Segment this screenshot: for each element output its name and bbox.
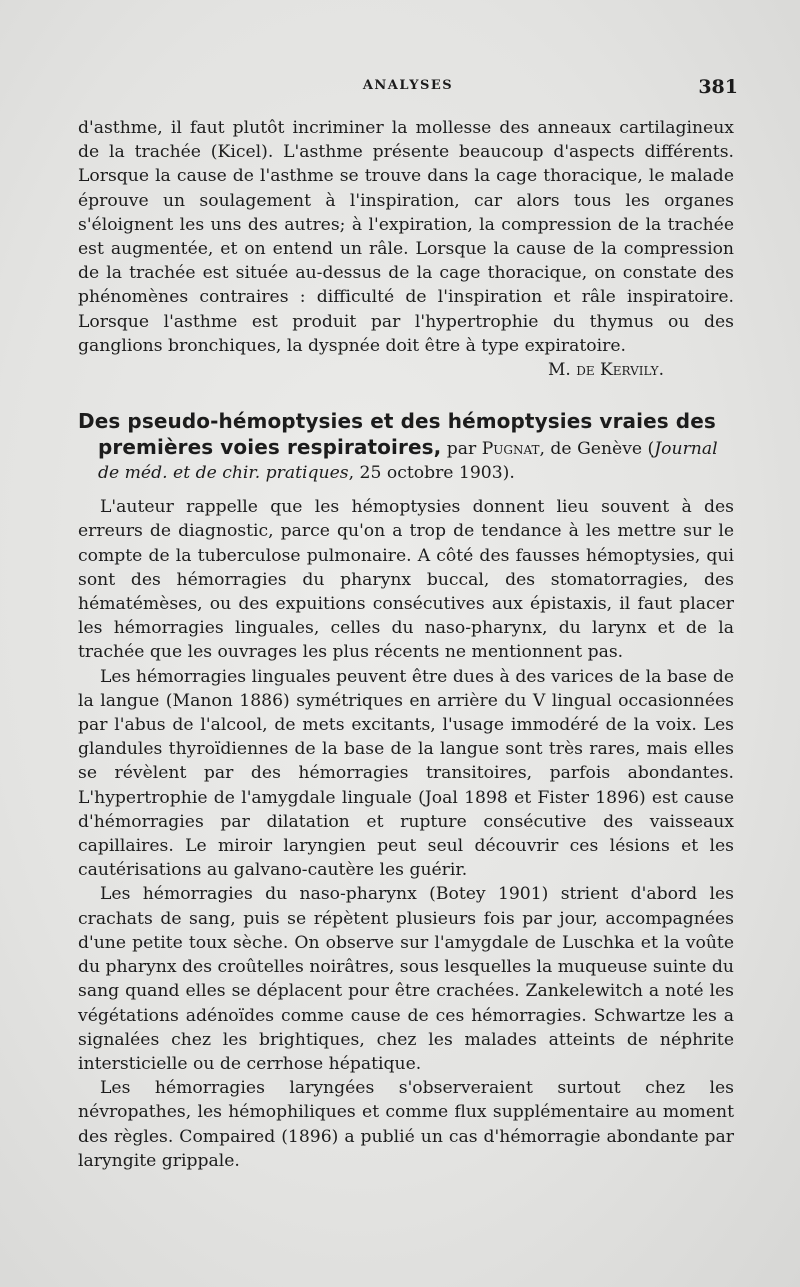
article-paragraph: Les hémorragies du naso-pharynx (Botey 1901) strient d'abord les crachats de sang, puis se répètent plusieurs fois par jour, accompagnées d'une petite toux sèche. On observe sur l'amygdale de Luschka et la voûte du pharynx des croûtelles noirâtres, sous lesquelles la muqueuse suinte du sang quand elles se déplacent pour être crachées. Zankelewitch a noté les végétations adénoïdes comme cause de ces hémorragies. Schwartze les a signalées chez les brightiques, chez les malades atteints de néphrite intersticielle ou de cerrhose hépatique. <box>78 884 734 1074</box>
article-heading <box>78 409 734 485</box>
previous-article-text: d'asthme, il faut plutôt incriminer la mollesse des anneaux cartilagineux de la trachée (Kicel). L'asthme présente beaucoup d'aspects différents. Lorsque la cause de l'asthme se trouve dans la cage thoracique, le malade éprouve un soulagement à l'inspiration, car alors tous les organes s'éloignent les uns des autres; à l'expiration, la compression de la trachée est augmentée, et on entend un râle. Lorsque la cause de la compression de la trachée est située au-dessus de la cage thoracique, on constate des phénomènes contraires : difficulté de l'inspiration et râle inspiratoire. Lorsque l'asthme est produit par l'hypertrophie du thymus ou des ganglions bronchiques, la dyspnée doit être à type expiratoire. <box>78 118 734 356</box>
running-head: ANALYSES <box>362 78 454 93</box>
article-journal: Journal de méd. et de chir. pratiques <box>98 439 718 484</box>
previous-article-signature <box>78 358 734 382</box>
signature-name: Kervily. <box>594 360 664 381</box>
page-header <box>78 76 738 98</box>
page-number: 381 <box>698 76 738 98</box>
article-date: , 25 octobre 1903). <box>348 463 515 484</box>
article-by: par <box>441 439 482 460</box>
article-title: Des pseudo-hémoptysies et des hémoptysies vraies des premières voies respiratoires, <box>78 409 716 460</box>
signature-initial: M. <box>547 360 577 381</box>
signature-particle: de <box>576 360 595 381</box>
article-paragraph: Les hémorragies laryngées s'observeraient surtout chez les névropathes, les hémophiliques et comme flux supplémentaire au moment des règles. Compaired (1896) a publié un cas d'hémorragie abondante par laryngite grippale. <box>78 1078 734 1171</box>
article-paragraph: L'auteur rappelle que les hémoptysies donnent lieu souvent à des erreurs de diagnostic, parce qu'on a trop de tendance à les mettre sur le compte de la tuberculose pulmonaire. A côté des fausses hémoptysies, qui sont des hémorragies du pharynx buccal, des stomatorragies, des hématémèses, ou des expuitions consécutives aux épistaxis, il faut placer les hémorragies linguales, celles du naso-pharynx, du larynx et de la trachée que les ouvrages les plus récents ne mentionnent pas. <box>78 497 734 663</box>
article-origin: , de Genève ( <box>539 439 655 460</box>
article-author: Pugnat <box>481 439 540 460</box>
page-body <box>78 116 734 1173</box>
article-paragraph: Les hémorragies linguales peuvent être dues à des varices de la base de la langue (Manon 1886) symétriques en arrière du V lingual occasionnées par l'abus de l'alcool, de mets excitants, l'usage immodéré de la voix. Les glandules thyroïdiennes de la base de la langue sont très rares, mais elles se révèlent par des hémorragies transitoires, parfois abondantes. L'hypertrophie de l'amygdale linguale (Joal 1898 et Fister 1896) est cause d'hémorragies par dilatation et rupture consécutive des vaisseaux capillaires. Le miroir laryngien peut seul découvrir ces lésions et les cautérisations au galvano-cautère les guérir. <box>78 666 734 881</box>
